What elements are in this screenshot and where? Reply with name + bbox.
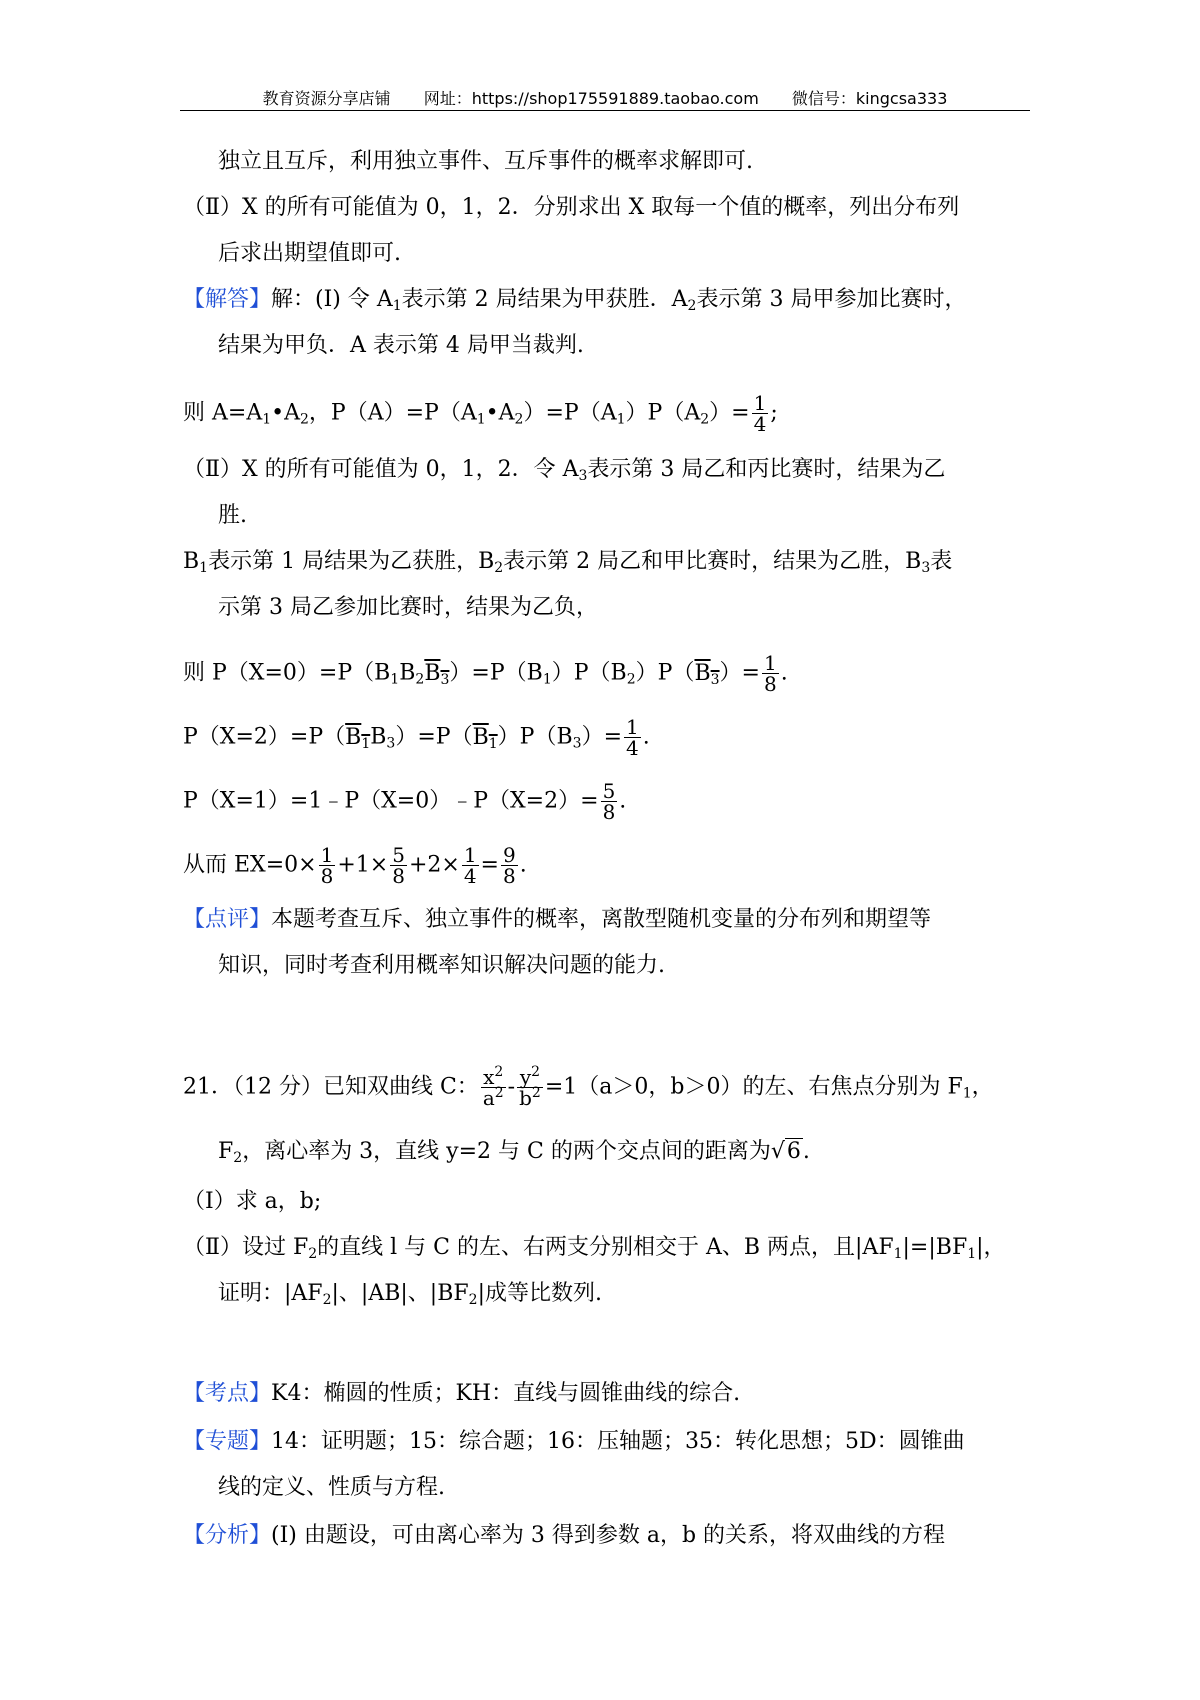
text-line: 证明：$|AF_2|$、|AB|、$|BF_2|$成等比数列. <box>218 1281 602 1308</box>
fraction: $\frac{1}{4}$ <box>626 715 639 760</box>
text-line: （Ⅱ）设过 $F_2$的直线 l 与 C 的左、右两支分别相交于 A、B 两点，且$|AF_1|=|BF_1|$， <box>183 1235 1006 1262</box>
formula-line: 则 $A=A_1•A_2$，$P(A)=P(A_1•A_2)=P(A_1)P(A_2)=$ $\frac{1}{4}$ ; <box>183 391 778 436</box>
kaodian-line: 【考点】K4：椭圆的性质；KH：直线与圆锥曲线的综合. <box>183 1381 741 1406</box>
header-url: 网址：https://shop175591889.taobao.com <box>423 89 759 108</box>
tag-zhuanti: 【专题】 <box>183 1429 272 1454</box>
header-wechat: 微信号：kingcsa333 <box>791 89 948 108</box>
header-shop: 教育资源分享店铺 <box>262 89 391 108</box>
text-line: 线的定义、性质与方程. <box>218 1475 445 1500</box>
zhuanti-line: 【专题】14：证明题；15：综合题；16：压轴题；35：转化思想；5D：圆锥曲 <box>183 1429 965 1454</box>
fraction: $\frac{1}{8}$ <box>320 843 334 888</box>
fraction: $\frac{5}{8}$ <box>602 779 616 824</box>
formula-line: P（X=1）=1﹣P（X=0）﹣P（X=2）= $\frac{5}{8}$ . <box>183 779 627 824</box>
fraction: $\frac{1}{4}$ <box>463 843 477 888</box>
tag-answer: 【解答】 <box>183 287 272 312</box>
fraction: $\frac{x^2}{a^2}$ <box>482 1064 504 1110</box>
fraction: $\frac{1}{4}$ <box>753 391 767 436</box>
text-line: （Ⅱ）X 的所有可能值为 0，1，2．令 $A_3$表示第 3 局乙和丙比赛时，结果为乙 <box>183 457 946 484</box>
fraction: $\frac{5}{8}$ <box>392 843 405 888</box>
tag-comment: 【点评】 <box>183 907 272 932</box>
text-line: 独立且互斥，利用独立事件、互斥事件的概率求解即可. <box>218 149 753 174</box>
text-line: 胜. <box>218 503 247 528</box>
tag-kaodian: 【考点】 <box>183 1381 272 1406</box>
fraction: $\frac{9}{8}$ <box>502 843 516 888</box>
tag-fenxi: 【分析】 <box>183 1523 272 1548</box>
formula-line: 从而 EX=0× $\frac{1}{8}$ +1× $\frac{5}{8}$ +2× $\frac{1}{4}$ = $\frac{9}{8}$ . <box>183 843 527 888</box>
text-line: （Ⅰ）求 a，b; <box>183 1189 322 1214</box>
answer-line: 【解答】解：(Ⅰ) 令 $A_1$表示第 2 局结果为甲获胜．$A_2$表示第 3 局甲参加比赛时， <box>183 287 967 314</box>
fenxi-line: 【分析】(Ⅰ) 由题设，可由离心率为 3 得到参数 a，b 的关系，将双曲线的方程 <box>183 1523 946 1548</box>
fraction: $\frac{y^2}{b^2}$ <box>519 1064 541 1110</box>
text-line: （Ⅱ）X 的所有可能值为 0，1，2．分别求出 X 取每一个值的概率，列出分布列 <box>183 195 960 220</box>
text-line: 后求出期望值即可. <box>218 241 401 266</box>
text-line: $B_1$表示第 1 局结果为乙获胜，$B_2$表示第 2 局乙和甲比赛时，结果为乙胜，$B_3$表 <box>183 549 953 576</box>
header-rule <box>180 110 1030 111</box>
fraction: $\frac{1}{8}$ <box>763 651 777 696</box>
text-line: 示第 3 局乙参加比赛时，结果为乙负， <box>218 595 598 620</box>
text-line: $F_2$，离心率为 3，直线 y=2 与 C 的两个交点间的距离为√6. <box>218 1139 810 1166</box>
text-line: 结果为甲负．A 表示第 4 局甲当裁判. <box>218 333 584 358</box>
formula-line: $P(X=2)=P(B_1B_3)=P(B_1)P(B_3)=$ $\frac{1}{4}$ . <box>183 715 650 760</box>
question-21: 21．（12 分）已知双曲线 C： $\frac{x^2}{a^2}$ - $\frac{y^2}{b^2}$ =1（a＞0，b＞0）的左、右焦点分别为 $F_1$， <box>183 1064 994 1110</box>
sqrt-symbol: √6 <box>770 1139 801 1164</box>
text-line: 知识，同时考查利用概率知识解决问题的能力. <box>218 953 665 978</box>
formula-line: 则 $P(X=0)=P(B_1B_2B_3)=P(B_1)P(B_2)P(B_3)=$ $\frac{1}{8}$ . <box>183 651 788 696</box>
page-header <box>180 86 1030 109</box>
comment-line: 【点评】本题考查互斥、独立事件的概率，离散型随机变量的分布列和期望等 <box>183 907 932 932</box>
